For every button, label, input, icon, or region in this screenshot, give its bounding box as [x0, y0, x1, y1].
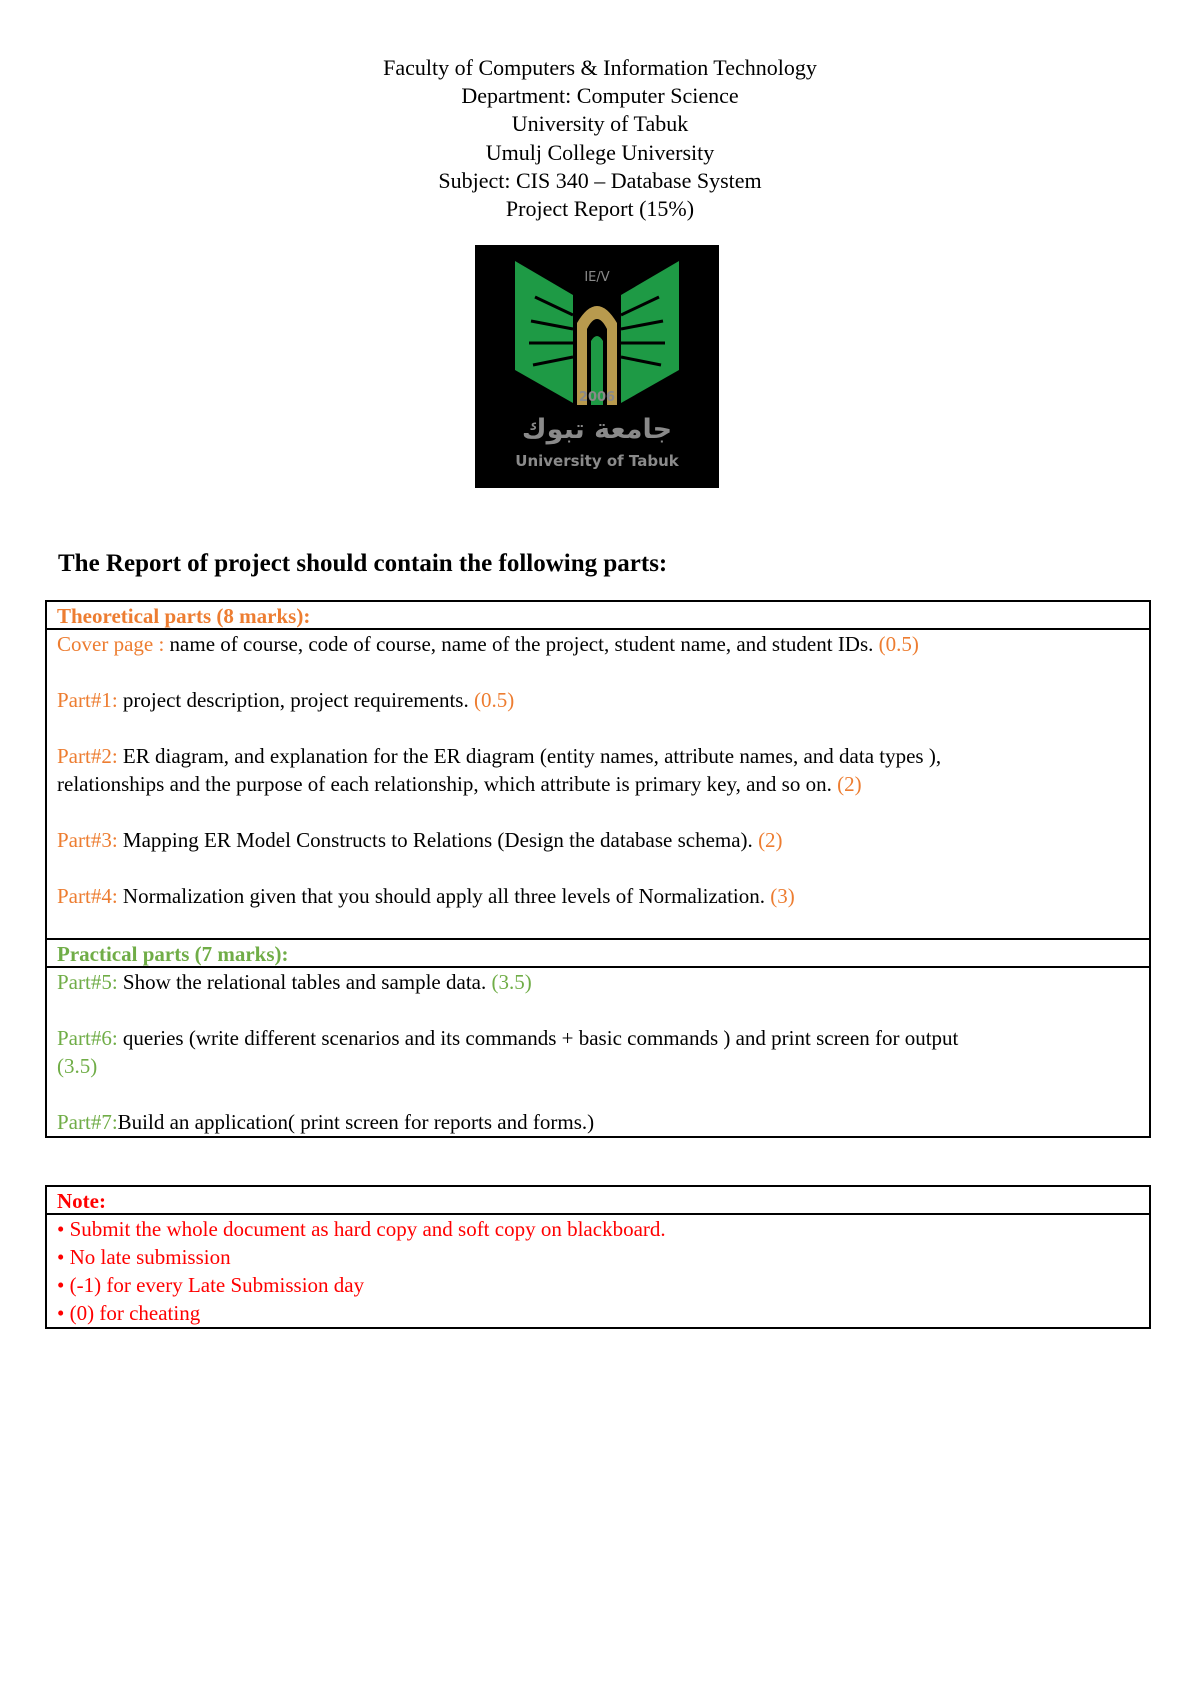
note-body: [47, 1215, 1149, 1327]
practical-parts-body: [47, 968, 1149, 1136]
logo-year: 2006: [578, 390, 616, 405]
college-line: Umulj College University: [485, 139, 715, 165]
part1-item: Part#1: project description, project requirements. (0.5): [57, 688, 515, 712]
logo-english-name: University of Tabuk: [515, 452, 679, 470]
university-of-tabuk-logo: [475, 245, 719, 488]
faculty-line: Faculty of Computers & Information Technology: [383, 55, 817, 80]
left-page-shape: [515, 261, 573, 403]
report-heading: The Report of project should contain the following parts:: [58, 550, 668, 577]
part6-mark: (3.5): [57, 1054, 98, 1078]
part2-item: Part#2: ER diagram, and explanation for the ER diagram (entity names, attribute names, and data types ),: [57, 744, 942, 768]
note-item: • Submit the whole document as hard copy and soft copy on blackboard.: [57, 1217, 666, 1241]
theoretical-parts-heading: Theoretical parts (8 marks):: [47, 602, 1149, 630]
university-logo: [475, 245, 719, 488]
note-box: [45, 1185, 1151, 1329]
logo-arabic-name: جامعة تبوك: [521, 414, 673, 445]
note-item: • (-1) for every Late Submission day: [57, 1273, 365, 1297]
subject-line: Subject: CIS 340 – Database System: [438, 167, 762, 193]
note-item: • No late submission: [57, 1245, 231, 1269]
svg-text:IE/V: IE/V: [584, 270, 610, 285]
note-item: • (0) for cheating: [57, 1301, 201, 1325]
part2-item-continued: relationships and the purpose of each relationship, which attribute is primary key, and so on. (2): [57, 772, 862, 796]
practical-parts-heading: Practical parts (7 marks):: [47, 940, 1149, 968]
part7-item: Part#7:Build an application( print screen for reports and forms.): [57, 1110, 595, 1134]
document-header: [0, 54, 1200, 223]
part6-item: Part#6: queries (write different scenarios and its commands + basic commands ) and print screen for output: [57, 1026, 959, 1050]
note-heading: Note:: [47, 1187, 1149, 1215]
right-page-shape: [621, 261, 679, 403]
part3-item: Part#3: Mapping ER Model Constructs to Relations (Design the database schema). (2): [57, 828, 783, 852]
department-line: Department: Computer Science: [461, 83, 739, 109]
parts-table: [45, 600, 1151, 1138]
university-line: University of Tabuk: [511, 111, 689, 137]
part5-item: Part#5: Show the relational tables and sample data. (3.5): [57, 970, 532, 994]
cover-page-item: Cover page : name of course, code of course, name of the project, student name, and student IDs. (0.5): [57, 632, 919, 656]
theoretical-parts-body: [47, 630, 1149, 938]
part4-item: Part#4: Normalization given that you should apply all three levels of Normalization. (3): [57, 884, 795, 908]
report-line: Project Report (15%): [505, 196, 695, 222]
